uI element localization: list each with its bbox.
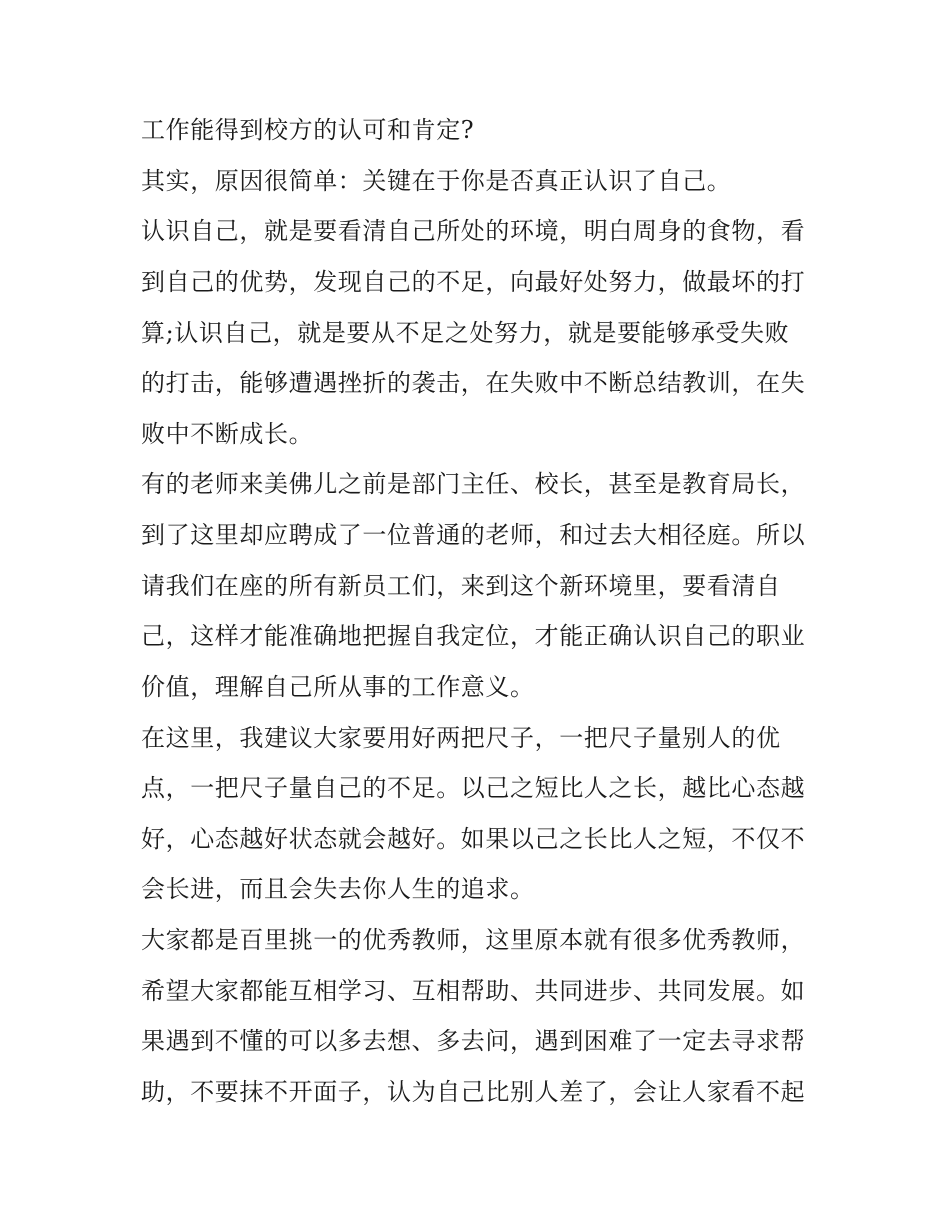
text-line: 点，一把尺子量自己的不足。以己之短比人之长，越比心态越 bbox=[141, 774, 806, 802]
text-line: 算;认识自己，就是要从不足之处努力，就是要能够承受失败 bbox=[141, 319, 790, 347]
text-line: 其实，原因很简单：关键在于你是否真正认识了自己。 bbox=[141, 167, 732, 195]
text-line: 工作能得到校方的认可和肯定? bbox=[141, 116, 475, 144]
text-line: 请我们在座的所有新员工们，来到这个新环境里，要看清自 bbox=[141, 572, 781, 600]
text-line: 到自己的优势，发现自己的不足，向最好处努力，做最坏的打 bbox=[141, 268, 806, 296]
text-line: 会长进，而且会失去你人生的追求。 bbox=[141, 875, 535, 903]
text-line: 在这里，我建议大家要用好两把尺子，一把尺子量别人的优 bbox=[141, 724, 781, 752]
text-line: 好，心态越好状态就会越好。如果以己之长比人之短，不仅不 bbox=[141, 825, 806, 853]
text-line: 有的老师来美佛儿之前是部门主任、校长，甚至是教育局长， bbox=[141, 470, 806, 498]
text-line: 的打击，能够遭遇挫折的袭击，在失败中不断总结教训，在失 bbox=[141, 369, 806, 397]
text-line: 败中不断成长。 bbox=[141, 420, 314, 448]
text-line: 希望大家都能互相学习、互相帮助、共同进步、共同发展。如 bbox=[141, 977, 806, 1005]
text-line: 助，不要抹不开面子，认为自己比别人差了，会让人家看不起 bbox=[141, 1078, 806, 1106]
text-line: 到了这里却应聘成了一位普通的老师，和过去大相径庭。所以 bbox=[141, 521, 806, 549]
text-line: 认识自己，就是要看清自己所处的环境，明白周身的食物，看 bbox=[141, 217, 806, 245]
text-line: 大家都是百里挑一的优秀教师，这里原本就有很多优秀教师， bbox=[141, 926, 806, 954]
text-line: 价值，理解自己所从事的工作意义。 bbox=[141, 673, 535, 701]
text-line: 己，这样才能准确地把握自我定位，才能正确认识自己的职业 bbox=[141, 622, 806, 650]
text-line: 果遇到不懂的可以多去想、多去问，遇到困难了一定去寻求帮 bbox=[141, 1027, 806, 1055]
